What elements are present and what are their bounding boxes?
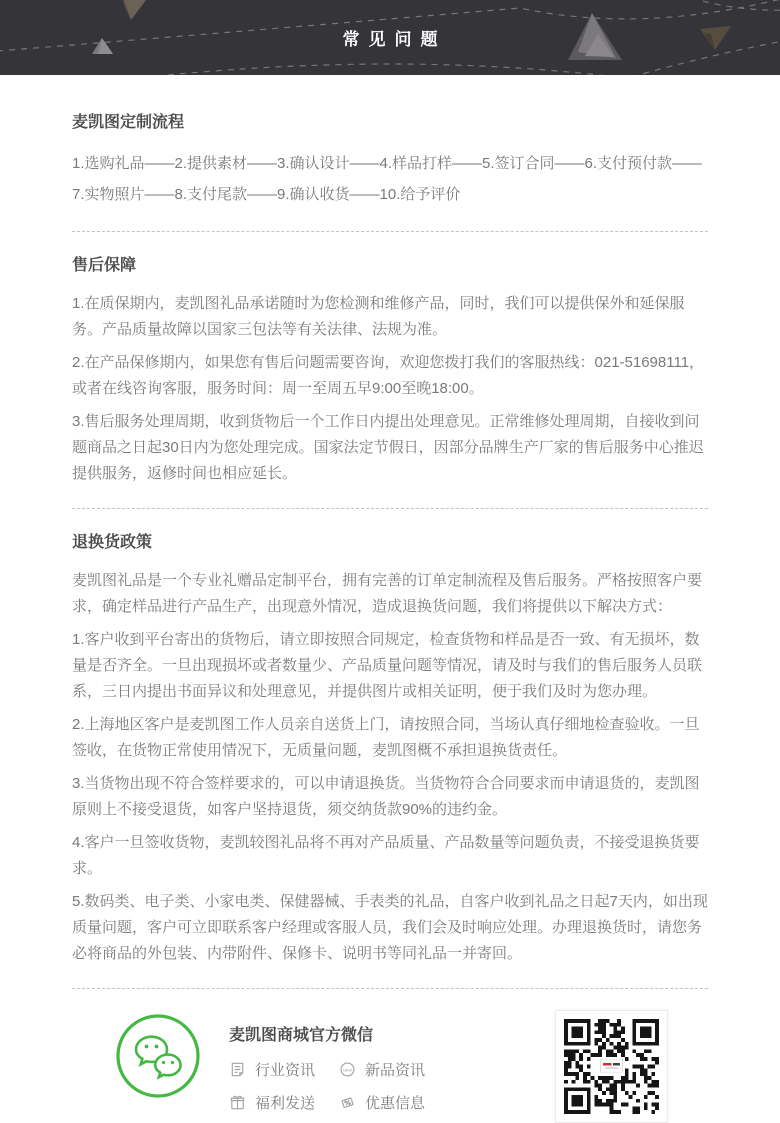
paragraph: 麦凯图礼品是一个专业礼赠品定制平台，拥有完善的订单定制流程及售后服务。严格按照客户要求，确定样品进行产品生产，出现意外情况，造成退换货问题，我们将提供以下解决方式： <box>72 572 703 615</box>
dashed-divider <box>72 988 708 989</box>
paragraph: 2.在产品保修期内，如果您有售后问题需要咨询，欢迎您拨打我们的客服热线：021-51698111，或者在线咨询客服，服务时间：周一至周五早9:00至晚18:00。 <box>72 354 705 397</box>
page-title: 常见问题 <box>342 30 447 49</box>
paragraph: 1.客户收到平台寄出的货物后，请立即按照合同规定，检查货物和样品是否一致、有无损坏，数量是否齐全。一旦出现损坏或者数量少、产品质量问题等情况，请及时与我们的售后服务人员联系，三日内提出书面异议和处理意见，并提供图片或相关证明，便于我们及时为您办理。 <box>72 631 703 700</box>
news-doc-icon <box>229 1061 246 1078</box>
feature-benefits <box>229 1092 339 1113</box>
feature-label: 新品资讯 <box>365 1062 426 1079</box>
wechat-qr-code <box>555 1010 668 1123</box>
new-badge-icon <box>339 1061 356 1078</box>
header-banner <box>0 0 780 75</box>
dashed-divider <box>72 231 708 232</box>
feature-discounts <box>339 1092 449 1113</box>
feature-label: 福利发送 <box>255 1095 316 1112</box>
paragraph: 4.客户一旦签收货物，麦凯较图礼品将不再对产品质量、产品数量等问题负责，不接受退换货要求。 <box>72 834 700 877</box>
feature-industry-news <box>229 1059 339 1080</box>
wechat-feature-grid <box>229 1059 555 1113</box>
feature-label: 优惠信息 <box>365 1095 426 1112</box>
process-steps-text: 1.选购礼品——2.提供素材——3.确认设计——4.样品打样——5.签订合同——6.支付预付款——7.实物照片——8.支付尾款——9.确认收货——10.给予评价 <box>72 155 703 203</box>
section-heading: 退换货政策 <box>72 534 153 551</box>
paragraph: 3.当货物出现不符合签样要求的，可以申请退换货。当货物符合合同要求而申请退货的，麦凯图原则上不接受退货，如客户坚持退货，须交纳货款90%的违约金。 <box>72 775 700 818</box>
wechat-account-title: 麦凯图商城官方微信 <box>229 1027 374 1044</box>
feature-new-products <box>339 1059 449 1080</box>
paragraph: 2.上海地区客户是麦凯图工作人员亲自送货上门，请按照合同，当场认真仔细地检查验收。一旦签收，在货物正常使用情况下，无质量问题，麦凯图概不承担退换货责任。 <box>72 716 700 759</box>
wechat-footer <box>72 1007 708 1123</box>
paragraph: 1.在质保期内，麦凯图礼品承诺随时为您检测和维修产品，同时，我们可以提供保外和延保服务。产品质量故障以国家三包法等有关法律、法规为准。 <box>72 295 685 338</box>
section-custom-process <box>72 111 708 210</box>
wechat-icon <box>115 1013 201 1099</box>
section-after-sales <box>72 254 708 487</box>
svg-text:NEW: NEW <box>342 1067 353 1073</box>
wechat-info-block <box>229 1007 555 1113</box>
dashed-divider <box>72 508 708 509</box>
section-return-policy <box>72 531 708 967</box>
section-heading: 麦凯图定制流程 <box>72 114 185 131</box>
coupon-icon <box>339 1094 356 1111</box>
gift-icon <box>229 1094 246 1111</box>
paragraph: 5.数码类、电子类、小家电类、保健器械、手表类的礼品，自客户收到礼品之日起7天内，如出现质量问题，客户可立即联系客户经理或客服人员，我们会及时响应处理。办理退换货时，请您务必将商品的外包装、内带附件、保修卡、说明书等同礼品一并寄回。 <box>72 893 708 962</box>
feature-label: 行业资讯 <box>255 1062 316 1079</box>
section-heading: 售后保障 <box>72 257 137 274</box>
paragraph: 3.售后服务处理周期，收到货物后一个工作日内提出处理意见。正常维修处理周期，自接收到问题商品之日起30日内为您处理完成。国家法定节假日，因部分品牌生产厂家的售后服务中心推迟提供服务，返修时间也相应延长。 <box>72 413 704 482</box>
faq-content <box>0 111 780 1123</box>
